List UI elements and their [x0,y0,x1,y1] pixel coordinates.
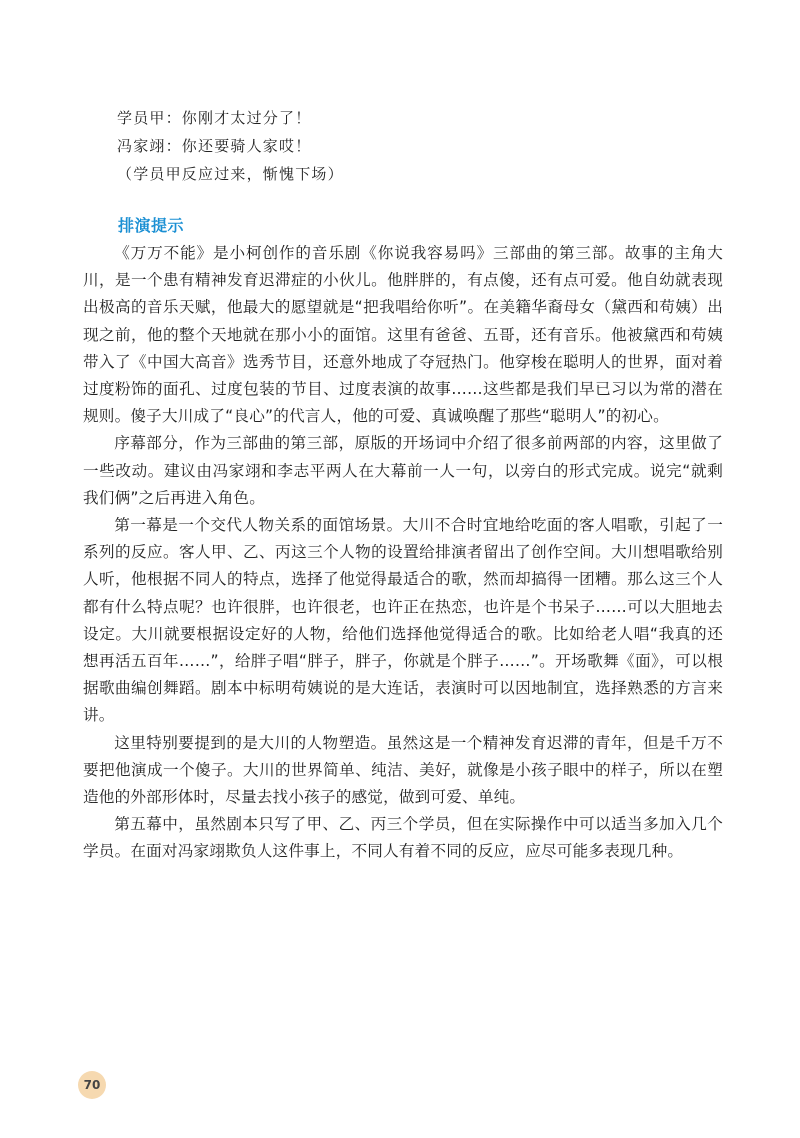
paragraph: 第一幕是一个交代人物关系的面馆场景。大川不合时宜地给吃面的客人唱歌，引起了一系列的反应。客人甲、乙、丙这三个人物的设置给排演者留出了创作空间。大川想唱歌给别人听，他根据不同人的特点，选择了他觉得最适合的歌，然而却搞得一团糟。那么这三个人都有什么特点呢？也许很胖，也许很老，也许正在热恋，也许是个书呆子……可以大胆地去设定。大川就要根据设定好的人物，给他们选择他觉得适合的歌。比如给老人唱“我真的还想再活五百年……”，给胖子唱“胖子，胖子，你就是个胖子……”。开场歌舞《面》，可以根据歌曲编创舞蹈。剧本中标明苟姨说的是大连话，表演时可以因地制宜，选择熟悉的方言来讲。 [83,516,723,725]
paragraph: 序幕部分，作为三部曲的第三部，原版的开场词中介绍了很多前两部的内容，这里做了一些改动。建议由冯家翊和李志平两人在大幕前一人一句，以旁白的形式完成。说完“就剩我们俩”之后再进入角色。 [83,434,723,507]
script-excerpt [117,104,677,188]
page-number-badge [78,1071,106,1099]
rehearsal-notes [83,240,723,866]
paragraph: 这里特别要提到的是大川的人物塑造。虽然这是一个精神发育迟滞的青年，但是千万不要把他演成一个傻子。大川的世界简单、纯洁、美好，就像是小孩子眼中的样子，所以在塑造他的外部形体时，尽量去找小孩子的感觉，做到可爱、单纯。 [83,733,723,807]
section-heading: 排演提示 [118,216,185,235]
page-number: 70 [83,1078,101,1092]
script-line: 学员甲：你刚才太过分了！ [117,109,312,127]
paragraph: 《万万不能》是小柯创作的音乐剧《你说我容易吗》三部曲的第三部。故事的主角大川，是一个患有精神发育迟滞症的小伙儿。他胖胖的，有点傻，还有点可爱。他自幼就表现出极高的音乐天赋，他最大的愿望就是“把我唱给你听”。在美籍华裔母女（黛西和苟姨）出现之前，他的整个天地就在那小小的面馆。这里有爸爸、五哥，还有音乐。他被黛西和苟姨带入了《中国大高音》选秀节目，还意外地成了夺冠热门。他穿梭在聪明人的世界，面对着过度粉饰的面孔、过度包装的节目、过度表演的故事……这些都是我们早已习以为常的潜在规则。傻子大川成了“良心”的代言人，他的可爱、真诚唤醒了那些“聪明人”的初心。 [83,244,723,426]
script-line: 冯家翊：你还要骑人家哎！ [117,137,312,155]
stage-direction: （学员甲反应过来，惭愧下场） [117,165,344,183]
paragraph: 第五幕中，虽然剧本只写了甲、乙、丙三个学员，但在实际操作中可以适当多加入几个学员。在面对冯家翊欺负人这件事上，不同人有着不同的反应，应尽可能多表现几种。 [83,815,723,861]
